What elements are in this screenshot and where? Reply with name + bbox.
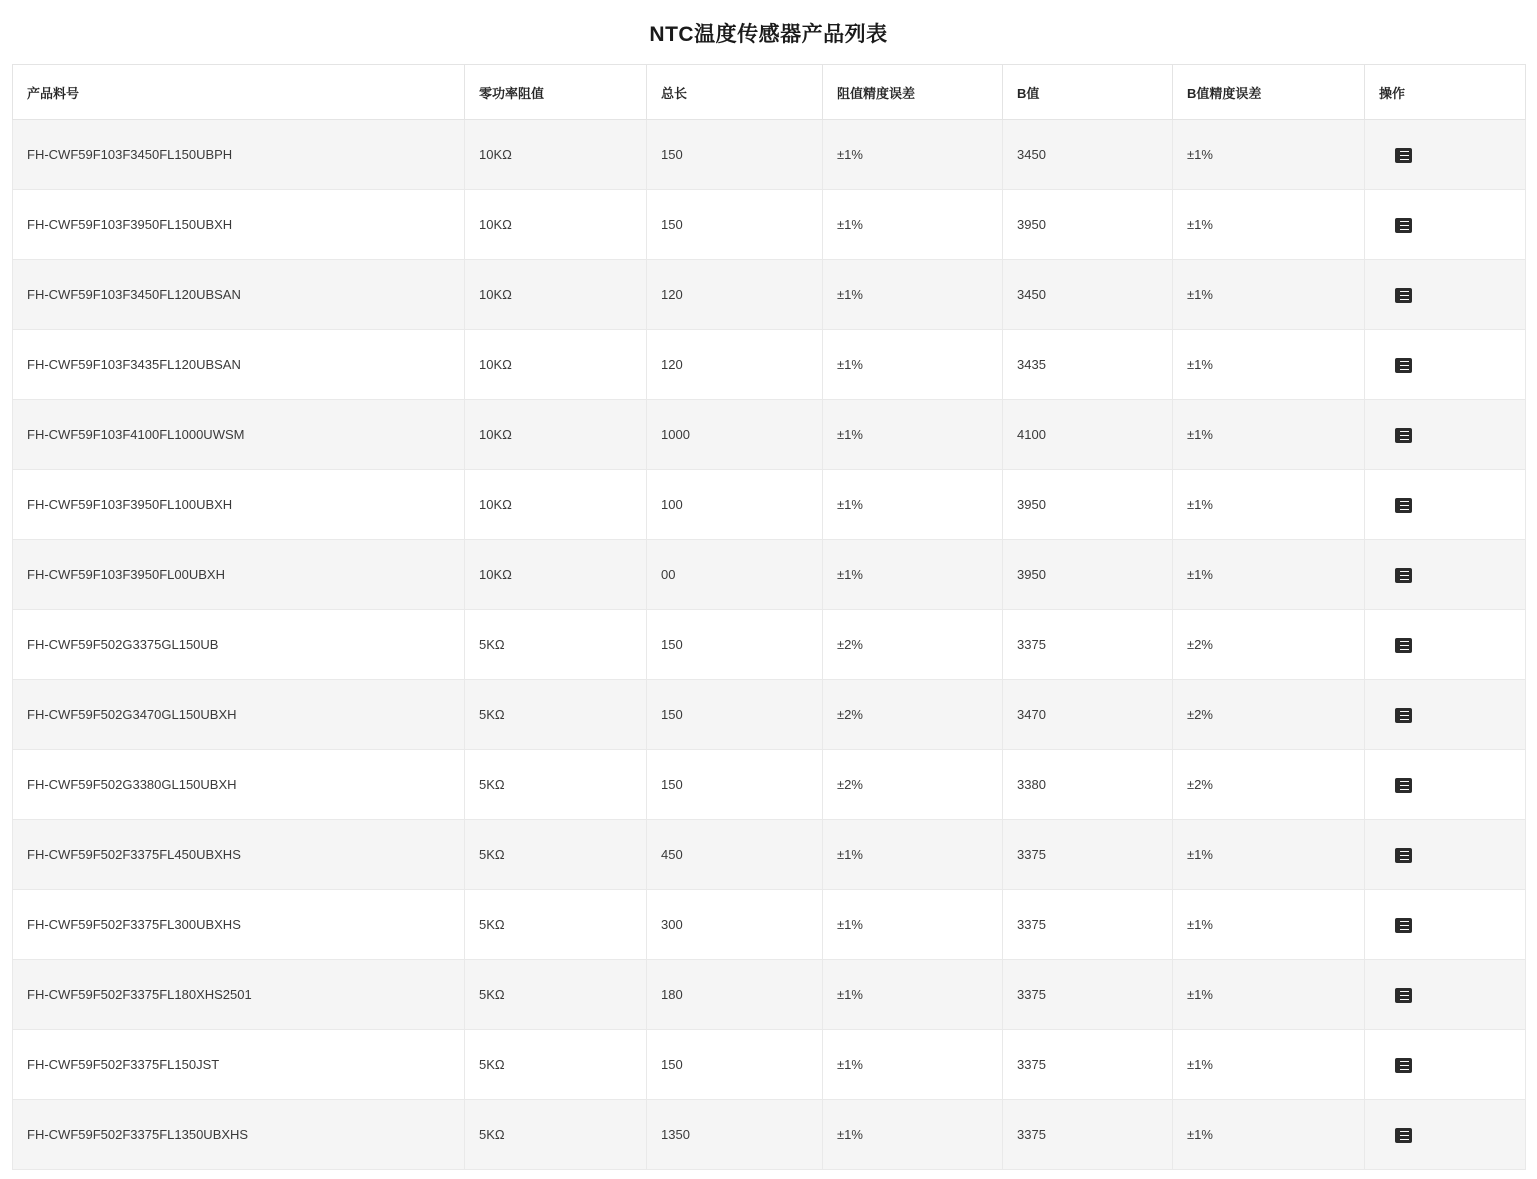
cell-action xyxy=(1365,1030,1526,1100)
cell-b-tolerance: ±1% xyxy=(1173,1100,1365,1170)
cell-resistance: 5KΩ xyxy=(465,960,647,1030)
cell-resistance-tolerance: ±1% xyxy=(823,120,1003,190)
document-icon[interactable] xyxy=(1395,428,1412,443)
cell-action xyxy=(1365,1100,1526,1170)
cell-action xyxy=(1365,960,1526,1030)
cell-part-number: FH-CWF59F502F3375FL300UBXHS xyxy=(13,890,465,960)
table-row xyxy=(13,820,1526,890)
document-icon[interactable] xyxy=(1395,918,1412,933)
cell-b-value: 3950 xyxy=(1003,540,1173,610)
cell-b-value: 3450 xyxy=(1003,120,1173,190)
cell-resistance-tolerance: ±1% xyxy=(823,890,1003,960)
cell-resistance-tolerance: ±1% xyxy=(823,1100,1003,1170)
cell-length: 120 xyxy=(647,330,823,400)
document-icon[interactable] xyxy=(1395,778,1412,793)
cell-length: 150 xyxy=(647,680,823,750)
cell-resistance: 5KΩ xyxy=(465,820,647,890)
table-row xyxy=(13,260,1526,330)
cell-part-number: FH-CWF59F502G3375GL150UB xyxy=(13,610,465,680)
cell-resistance-tolerance: ±2% xyxy=(823,750,1003,820)
column-header-b-tolerance: B值精度误差 xyxy=(1173,65,1365,120)
cell-length: 120 xyxy=(647,260,823,330)
table-row xyxy=(13,470,1526,540)
column-header-length: 总长 xyxy=(647,65,823,120)
table-body xyxy=(13,120,1526,1170)
document-icon[interactable] xyxy=(1395,358,1412,373)
document-icon[interactable] xyxy=(1395,218,1412,233)
table-row xyxy=(13,190,1526,260)
cell-resistance-tolerance: ±1% xyxy=(823,400,1003,470)
table-row xyxy=(13,330,1526,400)
cell-part-number: FH-CWF59F103F3450FL120UBSAN xyxy=(13,260,465,330)
cell-part-number: FH-CWF59F103F3435FL120UBSAN xyxy=(13,330,465,400)
cell-b-tolerance: ±1% xyxy=(1173,330,1365,400)
cell-resistance: 5KΩ xyxy=(465,890,647,960)
document-icon[interactable] xyxy=(1395,638,1412,653)
cell-b-tolerance: ±1% xyxy=(1173,120,1365,190)
column-header-resistance-tolerance: 阻值精度误差 xyxy=(823,65,1003,120)
cell-b-tolerance: ±1% xyxy=(1173,820,1365,890)
cell-b-tolerance: ±2% xyxy=(1173,610,1365,680)
cell-resistance: 10KΩ xyxy=(465,330,647,400)
table-header xyxy=(13,65,1526,120)
cell-resistance-tolerance: ±1% xyxy=(823,330,1003,400)
cell-resistance-tolerance: ±1% xyxy=(823,470,1003,540)
document-icon[interactable] xyxy=(1395,988,1412,1003)
table-row xyxy=(13,1030,1526,1100)
cell-length: 180 xyxy=(647,960,823,1030)
cell-length: 1000 xyxy=(647,400,823,470)
cell-action xyxy=(1365,750,1526,820)
cell-b-tolerance: ±1% xyxy=(1173,540,1365,610)
table-row xyxy=(13,890,1526,960)
cell-b-value: 3375 xyxy=(1003,890,1173,960)
document-icon[interactable] xyxy=(1395,498,1412,513)
column-header-b-value: B值 xyxy=(1003,65,1173,120)
cell-b-tolerance: ±1% xyxy=(1173,960,1365,1030)
cell-b-value: 4100 xyxy=(1003,400,1173,470)
cell-action xyxy=(1365,120,1526,190)
cell-length: 450 xyxy=(647,820,823,890)
cell-part-number: FH-CWF59F103F4100FL1000UWSM xyxy=(13,400,465,470)
cell-action xyxy=(1365,260,1526,330)
cell-b-tolerance: ±1% xyxy=(1173,190,1365,260)
cell-action xyxy=(1365,680,1526,750)
cell-resistance: 10KΩ xyxy=(465,120,647,190)
cell-part-number: FH-CWF59F502F3375FL180XHS2501 xyxy=(13,960,465,1030)
cell-resistance: 5KΩ xyxy=(465,1100,647,1170)
column-header-resistance: 零功率阻值 xyxy=(465,65,647,120)
table-row xyxy=(13,540,1526,610)
table-row xyxy=(13,120,1526,190)
cell-b-tolerance: ±2% xyxy=(1173,680,1365,750)
cell-length: 150 xyxy=(647,750,823,820)
document-icon[interactable] xyxy=(1395,568,1412,583)
document-icon[interactable] xyxy=(1395,148,1412,163)
cell-resistance: 10KΩ xyxy=(465,260,647,330)
cell-resistance: 10KΩ xyxy=(465,400,647,470)
cell-part-number: FH-CWF59F502G3470GL150UBXH xyxy=(13,680,465,750)
cell-resistance: 10KΩ xyxy=(465,540,647,610)
document-icon[interactable] xyxy=(1395,1058,1412,1073)
cell-length: 100 xyxy=(647,470,823,540)
cell-part-number: FH-CWF59F103F3950FL150UBXH xyxy=(13,190,465,260)
cell-b-tolerance: ±1% xyxy=(1173,470,1365,540)
cell-action xyxy=(1365,470,1526,540)
product-table xyxy=(12,64,1526,1170)
cell-action xyxy=(1365,400,1526,470)
cell-b-tolerance: ±1% xyxy=(1173,400,1365,470)
cell-b-tolerance: ±1% xyxy=(1173,1030,1365,1100)
document-icon[interactable] xyxy=(1395,288,1412,303)
cell-length: 00 xyxy=(647,540,823,610)
cell-length: 150 xyxy=(647,1030,823,1100)
table-row xyxy=(13,1100,1526,1170)
table-row xyxy=(13,750,1526,820)
cell-action xyxy=(1365,610,1526,680)
cell-b-value: 3950 xyxy=(1003,470,1173,540)
table-row xyxy=(13,960,1526,1030)
cell-resistance-tolerance: ±1% xyxy=(823,820,1003,890)
cell-part-number: FH-CWF59F502G3380GL150UBXH xyxy=(13,750,465,820)
cell-resistance: 10KΩ xyxy=(465,190,647,260)
cell-length: 150 xyxy=(647,190,823,260)
product-table-container xyxy=(0,64,1537,1170)
cell-b-value: 3375 xyxy=(1003,610,1173,680)
cell-b-value: 3375 xyxy=(1003,820,1173,890)
cell-b-value: 3380 xyxy=(1003,750,1173,820)
cell-resistance: 5KΩ xyxy=(465,750,647,820)
cell-resistance: 10KΩ xyxy=(465,470,647,540)
cell-resistance: 5KΩ xyxy=(465,1030,647,1100)
document-icon[interactable] xyxy=(1395,1128,1412,1143)
table-row xyxy=(13,400,1526,470)
page-title: NTC温度传感器产品列表 xyxy=(649,23,888,46)
cell-resistance-tolerance: ±1% xyxy=(823,540,1003,610)
cell-resistance-tolerance: ±1% xyxy=(823,260,1003,330)
cell-part-number: FH-CWF59F103F3450FL150UBPH xyxy=(13,120,465,190)
cell-part-number: FH-CWF59F502F3375FL450UBXHS xyxy=(13,820,465,890)
table-header-row xyxy=(13,65,1526,120)
cell-part-number: FH-CWF59F502F3375FL150JST xyxy=(13,1030,465,1100)
cell-resistance: 5KΩ xyxy=(465,680,647,750)
cell-action xyxy=(1365,890,1526,960)
column-header-action: 操作 xyxy=(1365,65,1526,120)
cell-resistance-tolerance: ±1% xyxy=(823,960,1003,1030)
cell-part-number: FH-CWF59F103F3950FL00UBXH xyxy=(13,540,465,610)
cell-resistance: 5KΩ xyxy=(465,610,647,680)
cell-b-value: 3375 xyxy=(1003,960,1173,1030)
document-icon[interactable] xyxy=(1395,848,1412,863)
cell-action xyxy=(1365,540,1526,610)
cell-action xyxy=(1365,820,1526,890)
cell-b-value: 3375 xyxy=(1003,1100,1173,1170)
cell-length: 150 xyxy=(647,120,823,190)
document-icon[interactable] xyxy=(1395,708,1412,723)
cell-b-value: 3950 xyxy=(1003,190,1173,260)
cell-resistance-tolerance: ±1% xyxy=(823,1030,1003,1100)
table-row xyxy=(13,680,1526,750)
cell-length: 150 xyxy=(647,610,823,680)
cell-length: 1350 xyxy=(647,1100,823,1170)
column-header-part-number: 产品料号 xyxy=(13,65,465,120)
cell-b-tolerance: ±1% xyxy=(1173,890,1365,960)
cell-b-tolerance: ±1% xyxy=(1173,260,1365,330)
cell-part-number: FH-CWF59F103F3950FL100UBXH xyxy=(13,470,465,540)
cell-b-value: 3375 xyxy=(1003,1030,1173,1100)
cell-length: 300 xyxy=(647,890,823,960)
cell-b-value: 3470 xyxy=(1003,680,1173,750)
cell-action xyxy=(1365,330,1526,400)
cell-resistance-tolerance: ±2% xyxy=(823,610,1003,680)
table-row xyxy=(13,610,1526,680)
cell-b-value: 3450 xyxy=(1003,260,1173,330)
cell-resistance-tolerance: ±2% xyxy=(823,680,1003,750)
cell-b-value: 3435 xyxy=(1003,330,1173,400)
cell-part-number: FH-CWF59F502F3375FL1350UBXHS xyxy=(13,1100,465,1170)
cell-action xyxy=(1365,190,1526,260)
cell-resistance-tolerance: ±1% xyxy=(823,190,1003,260)
cell-b-tolerance: ±2% xyxy=(1173,750,1365,820)
